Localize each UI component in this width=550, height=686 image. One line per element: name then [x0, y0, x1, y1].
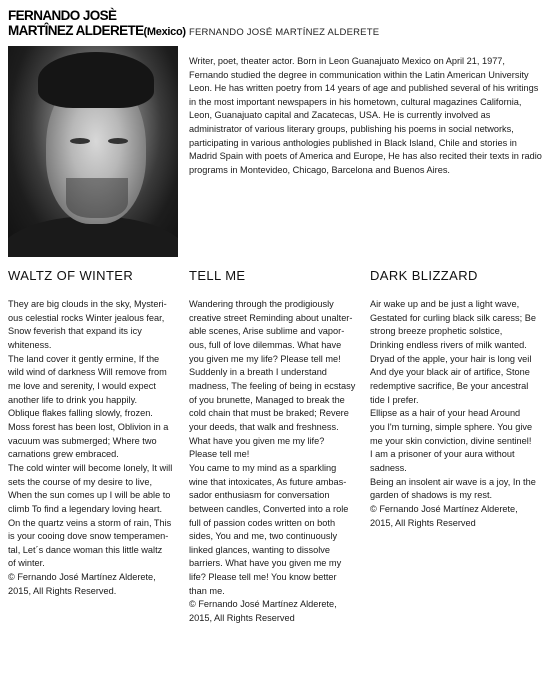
poem-line: of you brunette, Managed to break the — [189, 394, 345, 405]
author-name-line1: FERNANDO JOSÈ — [8, 8, 117, 23]
poem-line: Being an insolent air wave is a joy, In the — [370, 476, 536, 487]
poem-line: whiteness. — [8, 339, 52, 350]
poem-line: you I'm turning, simple sphere. You give — [370, 421, 533, 432]
photo-hair — [38, 52, 154, 108]
poem-line: They are big clouds in the sky, Mysteri- — [8, 299, 167, 309]
poem-line: is your cooing dove snow temperamen- — [8, 531, 169, 542]
poem-body — [189, 298, 365, 598]
poem-line: Oblique flakes falling slowly, frozen. — [8, 408, 153, 419]
poem-line: Dryad of the apple, your hair is long veil — [370, 353, 532, 364]
poem-line: me your skin conviction, divine sentinel! — [370, 435, 532, 446]
copyright-line: 2015, All Rights Reserved — [370, 517, 476, 528]
poem-line: tide I prefer. — [370, 394, 419, 405]
poem-copyright — [189, 598, 365, 625]
author-photo — [8, 46, 178, 257]
poem-line: Moss forest has been lost, Oblivion in a — [8, 421, 169, 432]
poem-line: climb To find a legendary loving heart. — [8, 503, 163, 514]
poem-line: tal, Let´s dance woman this little waltz — [8, 544, 163, 555]
poem-line: The land cover it gently ermine, If the — [8, 353, 160, 364]
bio-text: Writer, poet, theater actor. Born in Leon Guanajuato Mexico on April 21, 1977, Fernando studied the degree in communication within the Latin American University Leon. He has written poetry from 14 years of age and published several of his writings in the most important newspapers in his hometown, cultural magazines California, Leon, Guanajuato capital and Zacatecas, USA. He is currently involved as administrator of various literary groups, publishing his poems in social networks, participating in various anthologies published in Black Island, Chile and stories in Madrid Spain with poets of America and Europe, He has also recited their texts in radio programs in Montevideo, Chicago, Barcelona and Buenos Aires. — [189, 56, 542, 175]
poem-line: creative street Reminding about unalter- — [189, 312, 353, 323]
poem-waltz-of-winter — [8, 268, 184, 598]
poem-tell-me — [189, 268, 365, 626]
poem-line: sador enthusiasm for conversation — [189, 490, 330, 501]
poem-line: redemptive sacrifice, Be your ancestral — [370, 380, 529, 391]
poem-line: vacuum was submerged; Where two — [8, 435, 157, 446]
poem-line: What have you given me my life? — [189, 435, 325, 446]
poem-line: Gestated for curling black silk caress; Be — [370, 312, 536, 323]
poem-copyright — [8, 571, 184, 598]
poem-line: Air wake up and be just a light wave, — [370, 299, 520, 309]
poem-line: I am a prisoner of your aura without — [370, 449, 515, 460]
poem-line: between candles, Converted into a role — [189, 503, 349, 514]
poem-dark-blizzard — [370, 268, 546, 530]
poem-line: strong breeze prophetic solstice, — [370, 326, 503, 337]
poem-line: Drinking endless rivers of milk wanted. — [370, 339, 527, 350]
poem-line: sets the course of my desire to live, — [8, 476, 152, 487]
poem-line: On the quartz veins a storm of rain, This — [8, 517, 172, 528]
poem-line: full of passion codes written on both — [189, 517, 336, 528]
poem-line: Suddenly in a breath I understand — [189, 367, 327, 378]
poem-copyright — [370, 503, 546, 530]
poem-line: ous, full of love dilemmas. What have — [189, 339, 342, 350]
copyright-line: © Fernando José Martínez Alderete, — [8, 572, 156, 583]
poem-title: WALTZ OF WINTER — [8, 268, 134, 283]
poem-line: you given me my life? Please tell me! — [189, 353, 341, 364]
poem-line: wine that intoxicates, As future ambas- — [189, 476, 347, 487]
poem-line: than me. — [189, 585, 225, 596]
bio-author-name: FERNANDO JOSÉ MARTÍNEZ ALDERETE — [189, 27, 380, 38]
photo-beard — [66, 178, 128, 218]
poem-line: sides, You and me, two continuously — [189, 531, 338, 542]
poem-line: another life to drink you happily. — [8, 394, 138, 405]
poem-line: ous celestial rocks Winter jealous fear, — [8, 312, 165, 323]
copyright-line: © Fernando José Martínez Alderete, — [189, 599, 337, 610]
poem-line: madness, The feeling of being in ecstasy — [189, 380, 356, 391]
poem-title: DARK BLIZZARD — [370, 268, 478, 283]
poem-line: sadness. — [370, 462, 407, 473]
author-surname: MARTÎNEZ ALDERETE — [8, 23, 144, 38]
poem-line: of winter. — [8, 558, 45, 569]
poem-line: Ellipse as a hair of your head Around — [370, 408, 521, 419]
poem-line: Please tell me! — [189, 449, 250, 460]
poem-line: linked glances, wanting to dissolve — [189, 544, 330, 555]
poem-line: able scenes, Arise sublime and vapor- — [189, 326, 345, 337]
poem-line: carnations grew embraced. — [8, 449, 119, 460]
copyright-line: © Fernando José Martínez Alderete, — [370, 503, 518, 514]
poem-line: your deeds, that walk and freshness. — [189, 421, 339, 432]
poem-title: TELL ME — [189, 268, 246, 283]
poem-line: You came to my mind as a sparkling — [189, 462, 337, 473]
poem-line: cold chain that must be braked; Revere — [189, 408, 349, 419]
author-country: (Mexico) — [143, 26, 186, 38]
photo-eye-right — [108, 138, 128, 144]
poem-line: The cold winter will become lonely, It will — [8, 462, 173, 473]
poem-line: me love and serenity, I would expect — [8, 380, 156, 391]
copyright-line: 2015, All Rights Reserved. — [8, 585, 117, 596]
author-name-line2 — [8, 23, 188, 40]
poem-line: Snow feverish that expand its icy — [8, 326, 142, 337]
poem-body — [8, 298, 184, 571]
poem-line: And dye your black air of artifice, Stone — [370, 367, 530, 378]
author-name-heading — [8, 8, 188, 40]
photo-eye-left — [70, 138, 90, 144]
poem-line: life? Please tell me! You know better — [189, 572, 337, 583]
poem-line: Wandering through the prodigiously — [189, 299, 334, 309]
poem-body — [370, 298, 546, 503]
poem-line: When the sun comes up I will be able to — [8, 490, 171, 501]
copyright-line: 2015, All Rights Reserved — [189, 613, 295, 624]
poem-line: wild wind of darkness Will remove from — [8, 367, 167, 378]
poem-line: garden of shadows is my rest. — [370, 490, 493, 501]
poem-line: barriers. What have you given me my — [189, 558, 342, 569]
